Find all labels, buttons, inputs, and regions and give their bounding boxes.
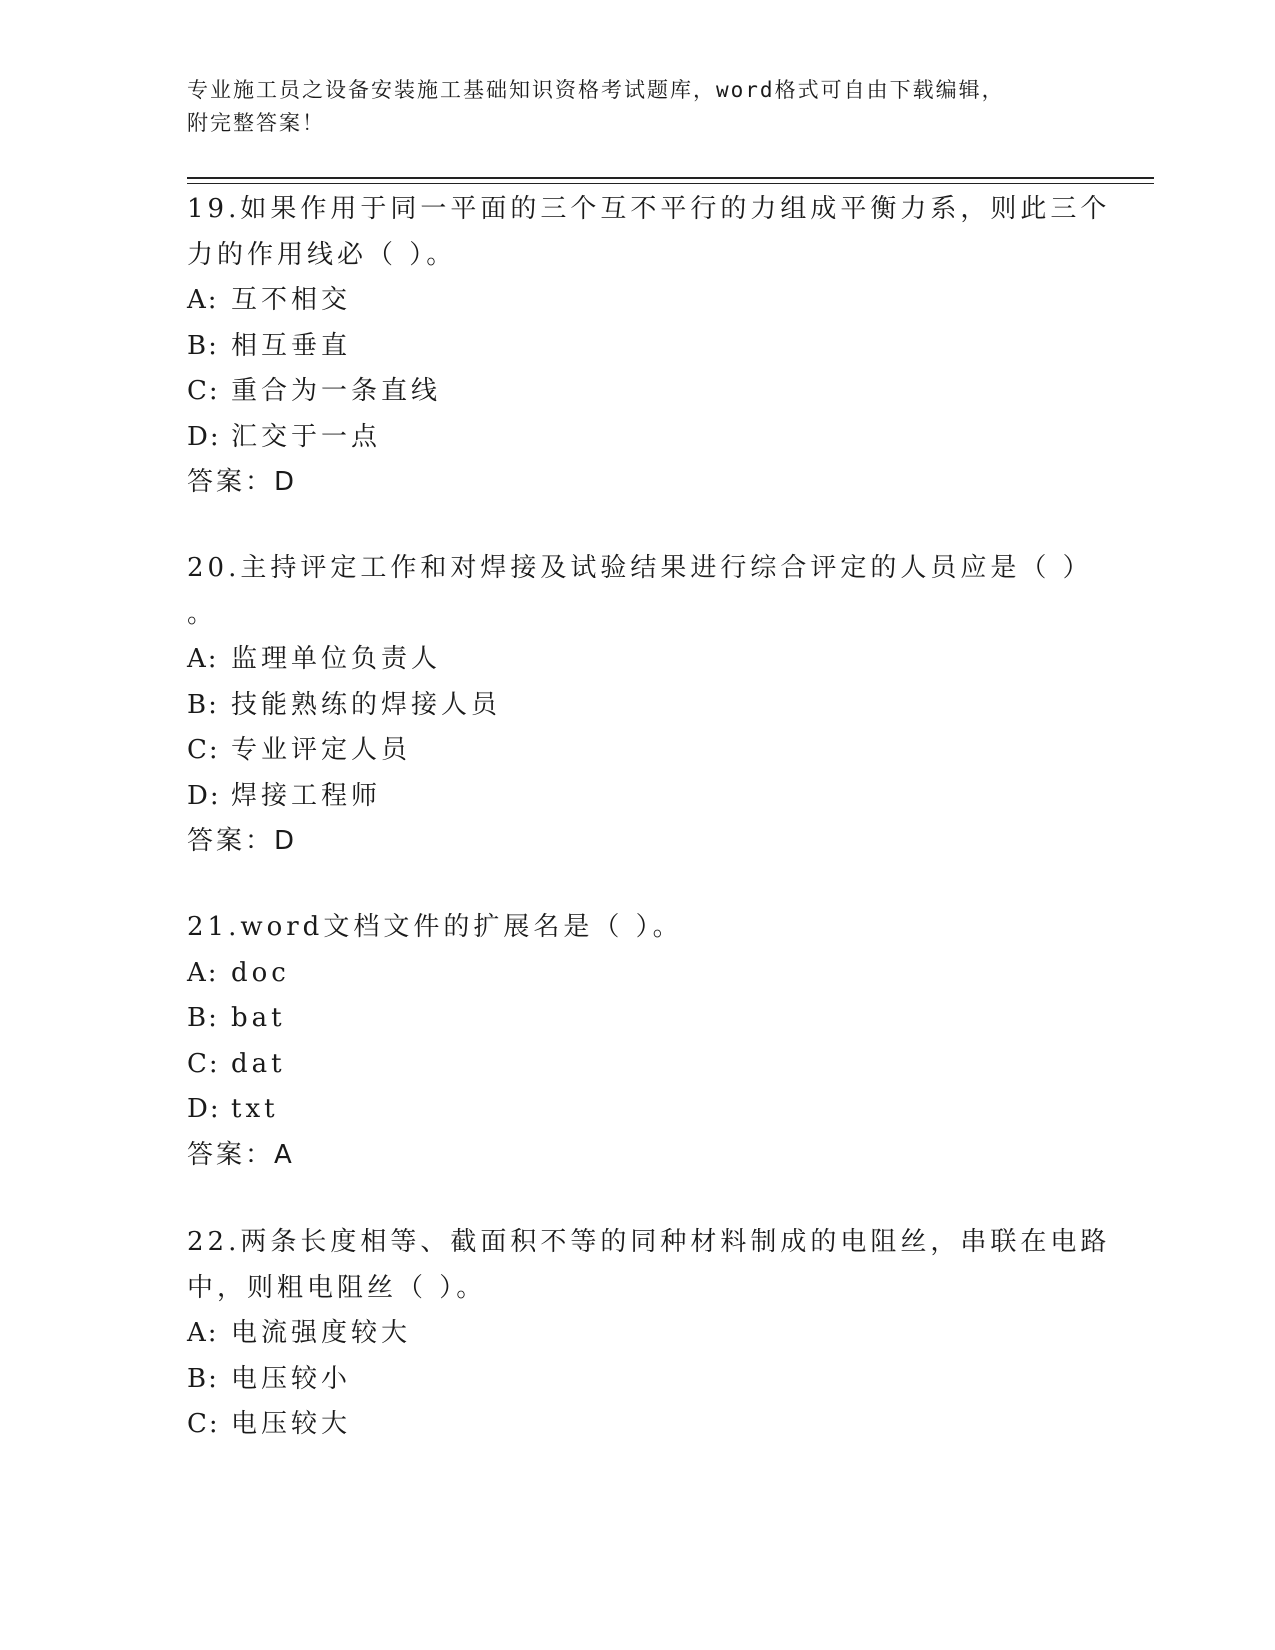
document-header <box>187 74 1087 140</box>
option-label: B: <box>187 1003 219 1033</box>
answer-key: 答案：A <box>187 1139 295 1170</box>
question-stem: 19.如果作用于同一平面的三个互不平行的力组成平衡力系，则此三个 <box>187 194 1111 224</box>
option-c <box>187 1042 1087 1088</box>
question-stem: 22.两条长度相等、截面积不等的同种材料制成的电阻丝，串联在电路 <box>187 1227 1111 1257</box>
question-stem-continued: 力的作用线必（ ）。 <box>187 239 457 270</box>
option-b <box>187 683 1087 729</box>
header-divider-thick <box>187 177 1154 179</box>
option-label: B: <box>187 330 219 361</box>
option-label: B: <box>187 1363 219 1394</box>
question-stem: 20.主持评定工作和对焊接及试验结果进行综合评定的人员应是（ ） <box>187 553 1093 583</box>
answer-key: 答案：D <box>187 826 298 856</box>
question-20 <box>187 546 1093 865</box>
option-d <box>187 1087 1087 1133</box>
option-c <box>187 369 1087 415</box>
option-text: dat <box>231 1048 286 1079</box>
option-label: D: <box>187 780 221 811</box>
option-label: C: <box>187 1048 220 1079</box>
header-divider-thin <box>187 183 1154 184</box>
option-label: D: <box>187 1094 221 1124</box>
question-stem-continued: 中，则粗电阻丝（ ）。 <box>187 1272 487 1303</box>
option-a <box>187 1311 1087 1357</box>
option-text: 技能熟练的焊接人员 <box>231 689 502 720</box>
option-a <box>187 637 1087 683</box>
option-label: C: <box>187 735 220 765</box>
option-b <box>187 324 1087 370</box>
option-text: 重合为一条直线 <box>231 376 442 406</box>
option-b <box>187 1357 1087 1403</box>
option-text: 电流强度较大 <box>231 1318 412 1348</box>
option-text: doc <box>231 957 290 988</box>
option-label: D: <box>187 421 221 452</box>
option-text: 专业评定人员 <box>231 735 412 765</box>
option-d <box>187 415 1087 461</box>
option-text: 互不相交 <box>231 285 352 315</box>
option-text: 监理单位负责人 <box>231 644 442 674</box>
option-label: C: <box>187 1409 220 1439</box>
option-text: txt <box>231 1094 279 1124</box>
option-text: bat <box>231 1003 286 1033</box>
option-label: B: <box>187 689 219 720</box>
question-21 <box>187 905 1087 1178</box>
option-label: A: <box>187 957 219 988</box>
option-d <box>187 774 1087 820</box>
option-label: A: <box>187 644 219 674</box>
option-a <box>187 278 1087 324</box>
option-b <box>187 996 1087 1042</box>
option-text: 电压较小 <box>231 1363 352 1394</box>
question-stem-continued: 。 <box>187 598 214 629</box>
header-subtitle-line: 附完整答案！ <box>187 111 325 135</box>
question-19 <box>187 187 1111 506</box>
option-text: 相互垂直 <box>231 330 352 361</box>
option-text: 汇交于一点 <box>231 421 382 452</box>
question-22 <box>187 1220 1111 1448</box>
option-text: 电压较大 <box>231 1409 352 1439</box>
header-title-line: 专业施工员之设备安装施工基础知识资格考试题库，word格式可自由下载编辑， <box>187 78 1005 102</box>
option-a <box>187 951 1087 997</box>
question-stem: 21.word文档文件的扩展名是（ ）。 <box>187 912 683 942</box>
option-c <box>187 728 1087 774</box>
answer-key: 答案：D <box>187 467 298 497</box>
option-label: A: <box>187 1318 219 1348</box>
option-label: A: <box>187 285 219 315</box>
option-label: C: <box>187 376 220 406</box>
option-c <box>187 1402 1087 1448</box>
option-text: 焊接工程师 <box>231 780 382 811</box>
